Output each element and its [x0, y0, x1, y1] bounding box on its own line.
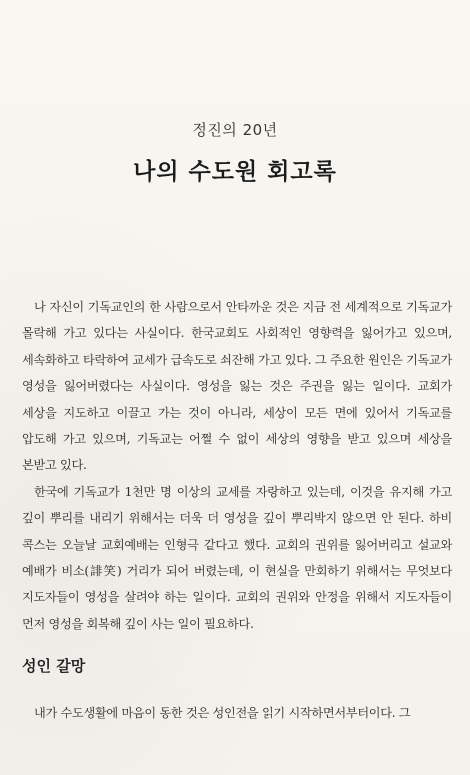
paragraph: 한국에 기독교가 1천만 명 이상의 교세를 자랑하고 있는데, 이것을 유지해 가고 깊이 뿌리를 내리기 위해서는 더욱 더 영성을 깊이 뿌리박지 않으면 안 된다. 하비 콕스는 오늘날 교회예배는 인형극 같다고 했다. 교회의 권위를 잃어버리고 설교와 예배가 비소(誹笑) 거리가 되어 버렸는데, 이 현실을 만회하기 위해서는 무엇보다 지도자들이 영성을 살려야 하는 일이다. 교회의 권위와 안정을 위해서 지도자들이 먼저 영성을 회복해 깊이 사는 일이 필요하다.: [22, 484, 452, 631]
section-first-line: 내가 수도생활에 마음이 동한 것은 성인전을 읽기 시작하면서부터이다. 그: [34, 706, 411, 720]
section-heading: 성인 갈망: [22, 657, 86, 675]
chapter-subtitle: 정진의 20년: [192, 121, 278, 139]
paragraph: 나 자신이 기독교인의 한 사람으로서 안타까운 것은 지금 전 세계적으로 기독교가 몰락해 가고 있다는 사실이다. 한국교회도 사회적인 영향력을 잃어가고 있으며, 세속화하고 타락하여 교세가 급속도로 쇠잔해 가고 있다. 그 주요한 원인은 기독교가 영성을 잃어버렸다는 사실이다. 영성을 잃는 것은 주권을 잃는 일이다. 교회가 세상을 지도하고 이끌고 가는 것이 아니라, 세상이 모든 면에 있어서 기독교를 압도해 가고 있으며, 기독교는 어쩔 수 없이 세상의 영향을 받고 있으며 세상을 본받고 있다.: [22, 300, 452, 473]
chapter-title: 나의 수도원 회고록: [133, 159, 337, 185]
body-text: [22, 294, 452, 637]
